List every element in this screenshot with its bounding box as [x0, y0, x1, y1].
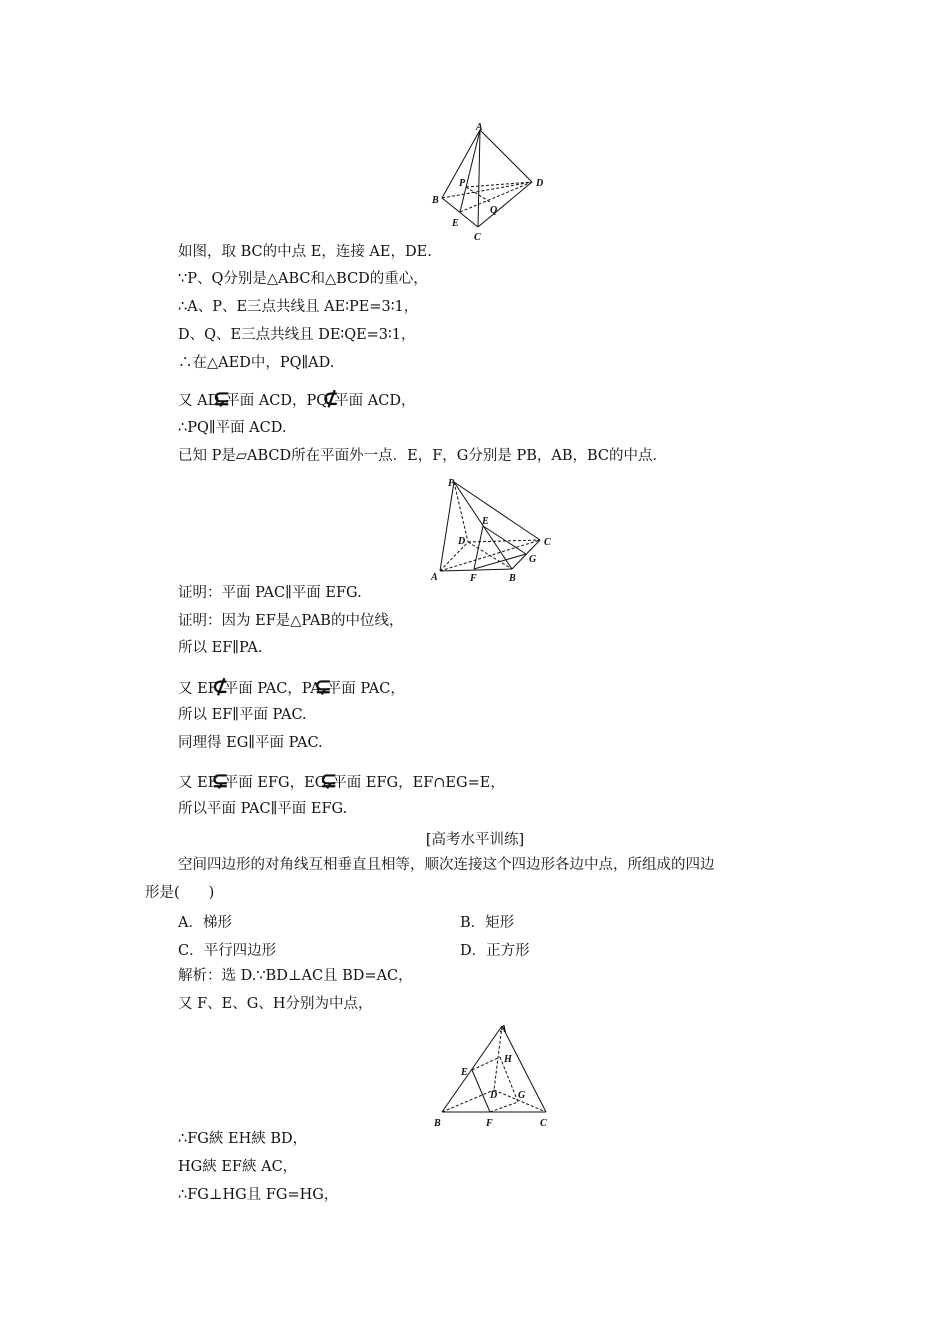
- figure-pyramid-pabcd: [428, 474, 563, 586]
- subset-symbol: ⊊: [320, 768, 338, 792]
- text-line-12c: 平面 PAC，: [326, 681, 405, 697]
- fig2-label-f: F: [470, 573, 477, 584]
- text-line-6a: 又 AD: [178, 393, 220, 409]
- option-a: A．梯形: [178, 915, 232, 931]
- text-line-7: ∴PQ∥平面 ACD.: [178, 420, 287, 436]
- question-line-1: 空间四边形的对角线互相垂直且相等，顺次连接这个四边形各边中点，所组成的四边: [178, 857, 715, 873]
- solution-line-1: 解析：选 D.∵BD⊥AC且 BD=AC，: [178, 968, 413, 984]
- text-line-12b: 平面 PAC，PA: [223, 681, 321, 697]
- fig1-label-c: C: [474, 232, 481, 243]
- text-line-2: ∵P、Q分别是△ABC和△BCD的重心，: [178, 271, 428, 287]
- not-subset-symbol: ⊄: [211, 674, 229, 698]
- not-subset-symbol: ⊄: [322, 386, 339, 410]
- solution-line-3: ∴FG綊 EH綊 BD，: [178, 1131, 308, 1147]
- fig1-label-p: P: [459, 178, 466, 189]
- fig3-label-a: A: [500, 1024, 507, 1035]
- fig3-label-f: F: [486, 1118, 493, 1129]
- fig3-label-d: D: [490, 1090, 498, 1101]
- text-line-15: [178, 768, 505, 792]
- text-line-9: 证明：平面 PAC∥平面 EFG.: [178, 585, 362, 601]
- fig3-label-b: B: [434, 1118, 441, 1129]
- option-b: B．矩形: [460, 915, 515, 931]
- fig1-label-e: E: [452, 218, 459, 229]
- fig1-label-d: D: [536, 178, 544, 189]
- question-line-2: 形是( ): [145, 885, 215, 901]
- fig2-label-d: D: [458, 536, 466, 547]
- fig3-label-h: H: [504, 1054, 512, 1065]
- solution-line-4: HG綊 EF綊 AC，: [178, 1159, 298, 1175]
- fig3-label-e: E: [461, 1067, 468, 1078]
- solution-line-5: ∴FG⊥HG且 FG=HG，: [178, 1187, 339, 1203]
- fig2-label-g: G: [529, 554, 537, 565]
- text-line-3: ∴A、P、E三点共线且 AE∶PE=3∶1，: [178, 299, 419, 315]
- text-line-6c: 平面 ACD，: [334, 393, 416, 409]
- fig2-label-p: P: [448, 478, 455, 489]
- fig1-label-b: B: [432, 195, 439, 206]
- subset-symbol: ⊊: [314, 674, 332, 698]
- fig3-label-c: C: [540, 1118, 547, 1129]
- fig2-label-c: C: [544, 537, 551, 548]
- text-line-10: 证明：因为 EF是△PAB的中位线，: [178, 613, 404, 629]
- fig1-label-q: Q: [490, 205, 498, 216]
- subset-symbol: ⊊: [211, 768, 229, 792]
- text-line-15a: 又 EF: [178, 775, 218, 791]
- text-line-11: 所以 EF∥PA.: [178, 640, 263, 656]
- solution-line-2: 又 F、E、G、H分别为中点，: [178, 996, 373, 1012]
- figure-tetrahedron-midpoints: [430, 1020, 555, 1130]
- option-c: C．平行四边形: [178, 943, 277, 959]
- text-line-12a: 又 EF: [178, 681, 218, 697]
- text-line-12: [178, 674, 405, 698]
- text-line-5: ∴在△AED中，PQ∥AD.: [178, 355, 335, 371]
- fig2-label-a: A: [431, 572, 438, 583]
- text-line-6: [178, 386, 416, 410]
- text-line-4: D、Q、E三点共线且 DE∶QE=3∶1，: [178, 327, 416, 343]
- fig2-label-e: E: [482, 516, 489, 527]
- text-line-15c: 平面 EFG，EF∩EG=E，: [332, 775, 505, 791]
- figure-tetrahedron-pq: [428, 120, 558, 245]
- option-d: D．正方形: [460, 943, 530, 959]
- text-line-16: 所以平面 PAC∥平面 EFG.: [178, 801, 348, 817]
- text-line-8: 已知 P是▱ABCD所在平面外一点．E，F，G分别是 PB，AB，BC的中点．: [178, 448, 668, 464]
- text-line-13: 所以 EF∥平面 PAC.: [178, 707, 307, 723]
- fig3-label-g: G: [518, 1090, 526, 1101]
- fig1-label-a: A: [476, 122, 483, 133]
- section-heading: [高考水平训练]: [425, 832, 525, 848]
- text-line-6b: 平面 ACD，PQ: [225, 393, 329, 409]
- text-line-14: 同理得 EG∥平面 PAC.: [178, 735, 323, 751]
- text-line-15b: 平面 EFG，EG: [223, 775, 327, 791]
- fig2-label-b: B: [509, 573, 516, 584]
- subset-symbol: ⊊: [213, 386, 230, 410]
- text-line-1: 如图，取 BC的中点 E，连接 AE，DE.: [178, 244, 432, 260]
